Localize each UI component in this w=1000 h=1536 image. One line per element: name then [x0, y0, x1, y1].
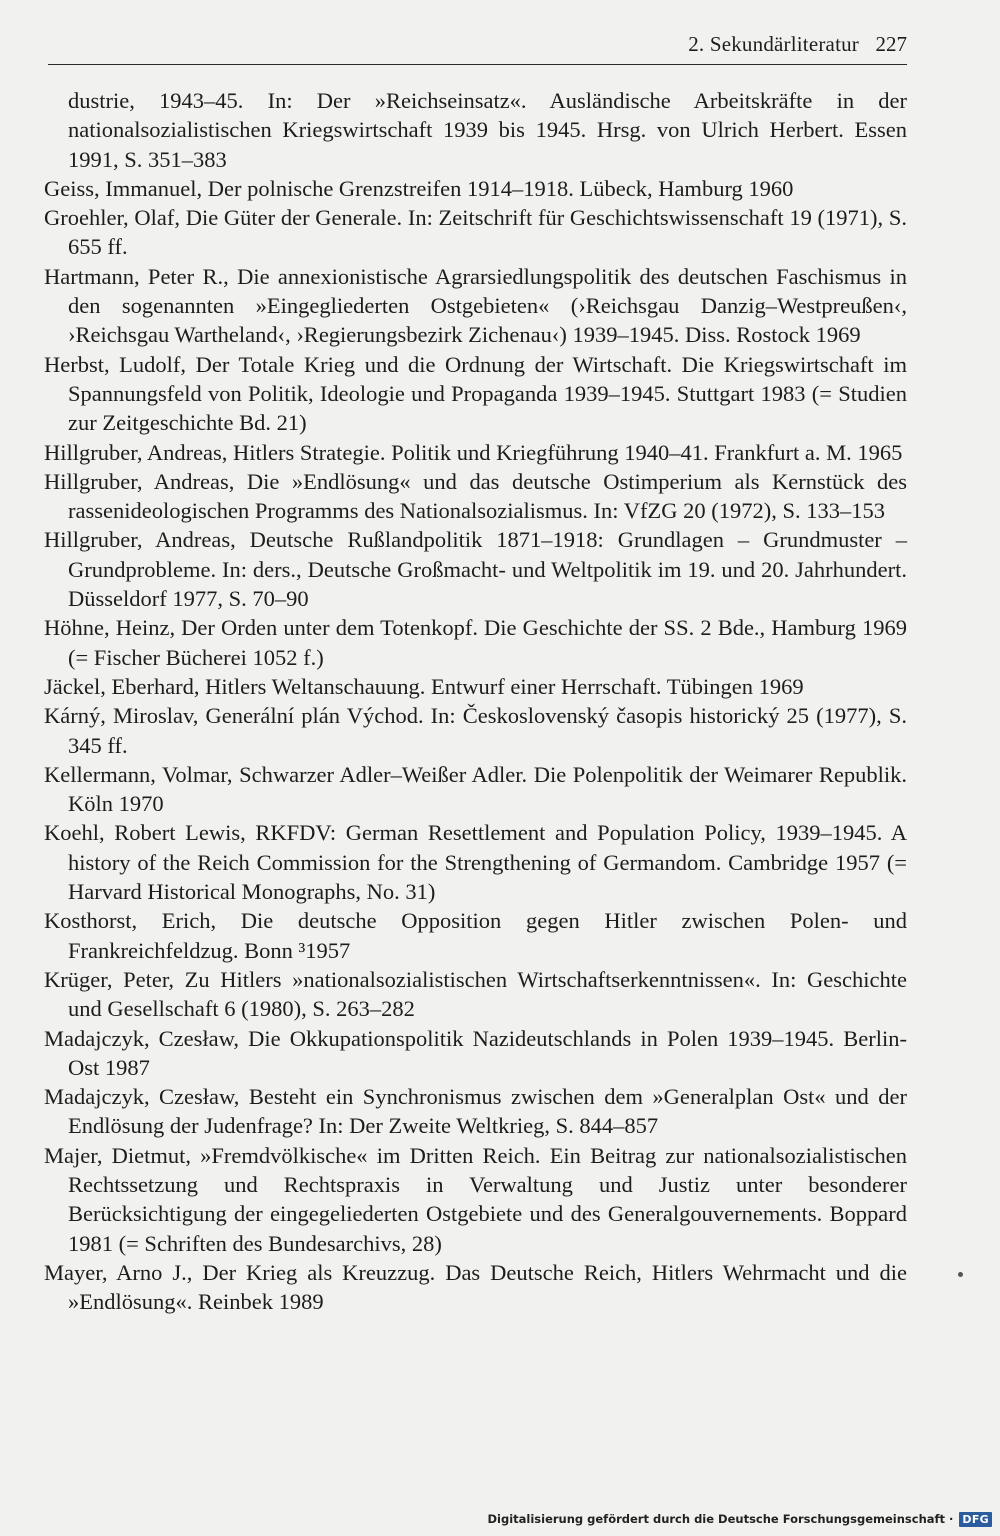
page-number: 227 [875, 32, 907, 56]
bibliography-entry: Kosthorst, Erich, Die deutsche Opposition gegen Hitler zwischen Polen- und Frankreichfeldzug. Bonn ³1957 [44, 908, 907, 963]
running-header [48, 30, 907, 65]
bibliography-entry: Majer, Dietmut, »Fremdvölkische« im Dritten Reich. Ein Beitrag zur nationalsozialistischen Rechtssetzung und Rechtspraxis in Verwaltung und Justiz unter besonderer Berücksichtigung der eingegeliederten Ostgebiete und des Generalgouvernements. Boppard 1981 (= Schriften des Bundesarchivs, 28) [44, 1142, 907, 1256]
bibliography-list [44, 86, 907, 1316]
bibliography-entry: Hillgruber, Andreas, Hitlers Strategie. Politik und Kriegführung 1940–41. Frankfurt a. M. 1965 [44, 439, 903, 465]
bibliography-entry: Mayer, Arno J., Der Krieg als Kreuzzug. Das Deutsche Reich, Hitlers Wehrmacht und die »Endlösung«. Reinbek 1989 [44, 1259, 907, 1315]
bibliography-entry: Groehler, Olaf, Die Güter der Generale. In: Zeitschrift für Geschichtswissenschaft 19 (1971), S. 655 ff. [44, 205, 907, 260]
bibliography-entry: Koehl, Robert Lewis, RKFDV: German Resettlement and Population Policy, 1939–1945. A history of the Reich Commission for the Strengthening of Germandom. Cambridge 1957 (= Harvard Historical Monographs, No. 31) [44, 820, 907, 905]
bibliography-entry: Herbst, Ludolf, Der Totale Krieg und die Ordnung der Wirtschaft. Die Kriegswirtschaft im Spannungsfeld von Politik, Ideologie und Propaganda 1939–1945. Stuttgart 1983 (= Studien zur Zeitgeschichte Bd. 21) [44, 351, 907, 436]
bibliography-entry: Höhne, Heinz, Der Orden unter dem Totenkopf. Die Geschichte der SS. 2 Bde., Hamburg 1969 (= Fischer Bücherei 1052 f.) [44, 615, 907, 670]
bibliography-entry: Jäckel, Eberhard, Hitlers Weltanschauung. Entwurf einer Herrschaft. Tübingen 1969 [44, 673, 804, 699]
bibliography-entry: Madajczyk, Czesław, Die Okkupationspolitik Nazideutschlands in Polen 1939–1945. Berlin-Ost 1987 [44, 1025, 907, 1080]
bibliography-entry: Hillgruber, Andreas, Deutsche Rußlandpolitik 1871–1918: Grundlagen – Grundmuster – Grundprobleme. In: ders., Deutsche Großmacht- und Weltpolitik im 19. und 20. Jahrhundert. Düsseldorf 1977, S. 70–90 [44, 527, 907, 612]
bibliography-entry: Madajczyk, Czesław, Besteht ein Synchronismus zwischen dem »Generalplan Ost« und der Endlösung der Judenfrage? In: Der Zweite Weltkrieg, S. 844–857 [44, 1084, 907, 1139]
bibliography-entry: Kellermann, Volmar, Schwarzer Adler–Weißer Adler. Die Polenpolitik der Weimarer Republik. Köln 1970 [44, 761, 907, 817]
dfg-logo-icon: DFG [959, 1512, 992, 1527]
scan-speck [958, 1272, 963, 1277]
bibliography-entry: Krüger, Peter, Zu Hitlers »nationalsozialistischen Wirtschaftserkenntnissen«. In: Geschichte und Gesellschaft 6 (1980), S. 263–282 [44, 966, 907, 1022]
bibliography-entry: Hartmann, Peter R., Die annexionistische Agrarsiedlungspolitik des deutschen Faschismus in den sogenannten »Eingegliederten Ostgebieten« (›Reichsgau Danzig–Westpreußen‹, ›Reichsgau Wartheland‹, ›Regierungsbezirk Zichenau‹) 1939–1945. Diss. Rostock 1969 [44, 263, 907, 348]
bibliography-entry-continued: dustrie, 1943–45. In: Der »Reichseinsatz«. Ausländische Arbeitskräfte in der nationalsozialistischen Kriegswirtschaft 1939 bis 1945. Hrsg. von Ulrich Herbert. Essen 1991, S. 351–383 [68, 88, 907, 172]
bibliography-entry: Hillgruber, Andreas, Die »Endlösung« und das deutsche Ostimperium als Kernstück des rassenideologischen Programms des Nationalsozialismus. In: VfZG 20 (1972), S. 133–153 [44, 468, 907, 524]
running-title: 2. Sekundärliteratur [688, 32, 859, 56]
bibliography-entry: Geiss, Immanuel, Der polnische Grenzstreifen 1914–1918. Lübeck, Hamburg 1960 [44, 175, 794, 201]
footer-text: Digitalisierung gefördert durch die Deutsche Forschungsgemeinschaft · [487, 1512, 954, 1526]
bibliography-entry: Kárný, Miroslav, Generální plán Východ. In: Československý časopis historický 25 (1977), S. 345 ff. [44, 703, 907, 758]
digitization-footer [487, 1504, 992, 1534]
